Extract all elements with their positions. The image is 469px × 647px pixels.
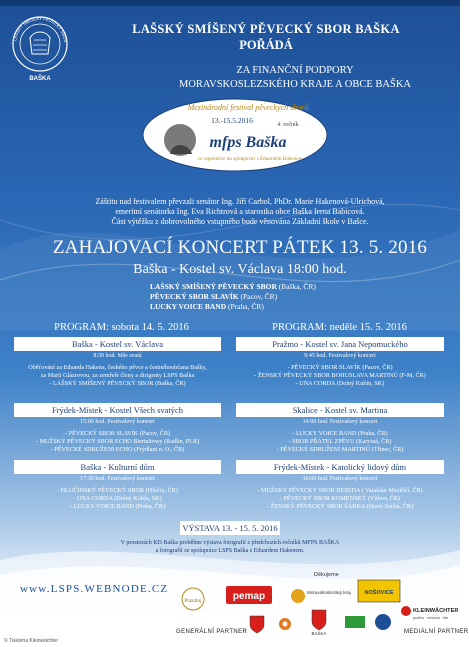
svg-text:LAŠSKÝ SMÍŠENÝ PĚVECKÝ SBOR: LAŠSKÝ SMÍŠENÝ PĚVECKÝ SBOR bbox=[12, 15, 68, 43]
choir-emblem bbox=[8, 8, 72, 84]
opening-concert-date: PÁTEK 13. 5. 2016 bbox=[272, 237, 428, 258]
general-partner-label: GENERÁLNÍ PARTNER bbox=[176, 629, 248, 635]
flower-logo bbox=[276, 616, 294, 632]
opening-performers bbox=[150, 282, 370, 312]
event-title: Frýdek-Místek - Kostel Všech svatých bbox=[14, 403, 221, 417]
moravskoslezsky-kraj-logo bbox=[290, 586, 351, 610]
svg-text:mfps Baška: mfps Baška bbox=[209, 134, 287, 151]
svg-text:ve vzpomínce na spolupráci s E: ve vzpomínce na spolupráci s Eduardem Hakenem bbox=[197, 156, 303, 162]
svg-text:4. ročník: 4. ročník bbox=[277, 122, 299, 128]
event-title: Baška - Kulturní dům bbox=[14, 460, 221, 474]
program-sunday-heading: PROGRAM: neděle 15. 5. 2016 bbox=[272, 322, 407, 333]
green-sponsor-logo bbox=[344, 612, 366, 632]
organizer-verb: POŘÁDÁ bbox=[239, 38, 293, 52]
media-partner-label: MEDIÁLNÍ PARTNER bbox=[404, 629, 469, 635]
event-time: 16:00 hod. Festivalový koncert bbox=[302, 476, 378, 482]
svg-text:Mezinárodní festival pěveckých: Mezinárodní festival pěveckých sborů bbox=[187, 103, 309, 112]
top-band bbox=[0, 0, 460, 6]
svg-text:NOŠOVICE: NOŠOVICE bbox=[364, 590, 394, 596]
thanks-label: Děkujeme bbox=[314, 572, 339, 578]
program-saturday-heading: PROGRAM: sobota 14. 5. 2016 bbox=[54, 322, 189, 333]
municipal-crest bbox=[248, 614, 266, 634]
event-details: - HLUČÍNSKÝ PĚVECKÝ SBOR (Hlučín, ČR) - UNA CORDA (Dolný Kubín, SK) - LUCKY VOICE BAND (Praha, ČR) bbox=[56, 487, 178, 510]
event-title: Baška - Kostel sv. Václava bbox=[14, 337, 221, 351]
svg-text:Prazdroj: Prazdroj bbox=[184, 599, 202, 604]
event-title: Pražmo - Kostel sv. Jana Nepomuckého bbox=[236, 337, 444, 351]
baska-crest bbox=[310, 608, 328, 636]
svg-text:13.-15.5.2016: 13.-15.5.2016 bbox=[211, 116, 253, 125]
patronage-text bbox=[80, 197, 400, 227]
performer-line: LAŠSKÝ SMÍŠENÝ PĚVECKÝ SBOR (Baška, ČR) bbox=[150, 282, 316, 291]
support-line-2: MORAVSKOSLEZSKÉHO KRAJE A OBCE BAŠKA bbox=[178, 79, 411, 90]
organizer-name: LAŠSKÝ SMÍŠENÝ PĚVECKÝ SBOR BAŠKA bbox=[132, 22, 400, 36]
svg-text:pemap: pemap bbox=[232, 591, 266, 602]
patronage-line: Záštitu nad festivalem převzali senátor Ing. Jiří Carbol, PhDr. Marie Hakenová-Ulrichová, bbox=[95, 197, 385, 206]
event-time: 17:30 hod. Festivalový koncert bbox=[80, 476, 155, 482]
svg-text:KLEINWÄCHTER: KLEINWÄCHTER bbox=[413, 608, 459, 614]
event-details: - LUCKY VOICE BAND (Praha, ČR) - SBOR PŘÁTEL ZPĚVU (Karviná, ČR) - PĚVECKÉ SDRUŽENÍ MARTINŮ (Třinec, ČR) bbox=[276, 430, 404, 453]
prazdroj-logo bbox=[178, 586, 208, 612]
festival-logo bbox=[140, 96, 330, 174]
event-details: - PĚVECKÝ SBOR SLAVÍK (Pacov, ČR) - ŽENSKÝ PĚVECKÝ SBOR BOHUSLAVA MARTINŮ (F-M, ČR) - UNA CORDA (Dolný Kubín, SK) bbox=[254, 364, 426, 387]
event-details: - MUŽSKÝ PĚVECKÝ SBOR BESEDA ( Valašské Meziříčí, ČR) - PĚVECKÝ SBOR KOMENSKÝ (Vítkov, ČR) - ŽENSKÝ PĚVECKÝ SBOR ŠÁRKA (Horní Suchá, ČR) bbox=[257, 487, 423, 510]
exhibition-text: V prostorách KD Baška proběhne výstava fotografií z předchozích ročníků MFPS BAŠKA a fotografií ze spolupráce LSPS Baška s Eduardem Hakenem. bbox=[120, 540, 340, 554]
svg-text:BAŠKA: BAŠKA bbox=[311, 631, 327, 636]
print-credit: © Tiskárna Kleinwächter bbox=[4, 638, 58, 644]
event-time: 15:00 hod. Festivalový koncert bbox=[80, 419, 155, 425]
event-time: 9:45 hod. Festivalový koncert bbox=[304, 353, 376, 359]
event-time: 8:30 hod. Mše svatá bbox=[93, 353, 142, 359]
kleinwachter-logo bbox=[400, 602, 459, 624]
event-title: Frýdek-Místek - Katolický lidový dům bbox=[236, 460, 444, 474]
pemap-logo bbox=[226, 586, 272, 604]
exhibition-title: VÝSTAVA 13. - 15. 5. 2016 bbox=[180, 521, 280, 535]
opening-concert-title: ZAHAJOVACÍ KONCERT bbox=[52, 237, 268, 258]
event-details: - PĚVECKÝ SBOR SLAVÍK (Pacov, ČR) - MUŽSKÝ PĚVECKÝ SBOR ECHO Biertaltowy (Radlin, PLR) - PĚVECKÉ SDRUŽENÍ ECHO (Frýdlant n. O., ČR) bbox=[35, 430, 200, 453]
nosovice-logo bbox=[358, 580, 400, 602]
patronage-line: Část výtěžku z dobrovolného vstupného bude věnována Základní škole v Bašce. bbox=[111, 217, 369, 226]
patronage-line: emeritní senátorka Ing. Eva Richtrová a starostka obce Baška Irena Babicová. bbox=[115, 207, 365, 216]
svg-text:Moravskoslezský kraj: Moravskoslezský kraj bbox=[307, 590, 351, 595]
opening-concert-headline bbox=[40, 237, 440, 259]
performer-line: PĚVECKÝ SBOR SLAVÍK (Pacov, ČR) bbox=[150, 292, 278, 301]
support-line-1: ZA FINANČNÍ PODPORY bbox=[236, 65, 354, 76]
regional-sponsor-logo bbox=[372, 612, 394, 632]
event-title: Skalice - Kostel sv. Martina bbox=[236, 403, 444, 417]
website-link[interactable]: www.LSPS.WEBNODE.CZ bbox=[20, 583, 169, 595]
svg-text:grafika · reklama · tisk: grafika · reklama · tisk bbox=[413, 616, 449, 620]
performer-line: LUCKY VOICE BAND (Praha, ČR) bbox=[150, 302, 264, 311]
opening-concert-venue: Baška - Kostel sv. Václava 18:00 hod. bbox=[133, 262, 347, 277]
svg-text:BAŠKA: BAŠKA bbox=[29, 76, 51, 82]
event-time: 14:00 hod. Festivalový koncert bbox=[302, 419, 378, 425]
event-details: Oběťování za Eduarda Hakena, českého pěvce a čestnéhoobčana Bašky, za Marii Glázrovou, za zemřelé členy a dirigenty LSPS Baška - LAŠSKÝ SMÍŠENÝ PĚVECKÝ SBOR (Baška, ČR) bbox=[28, 364, 207, 387]
